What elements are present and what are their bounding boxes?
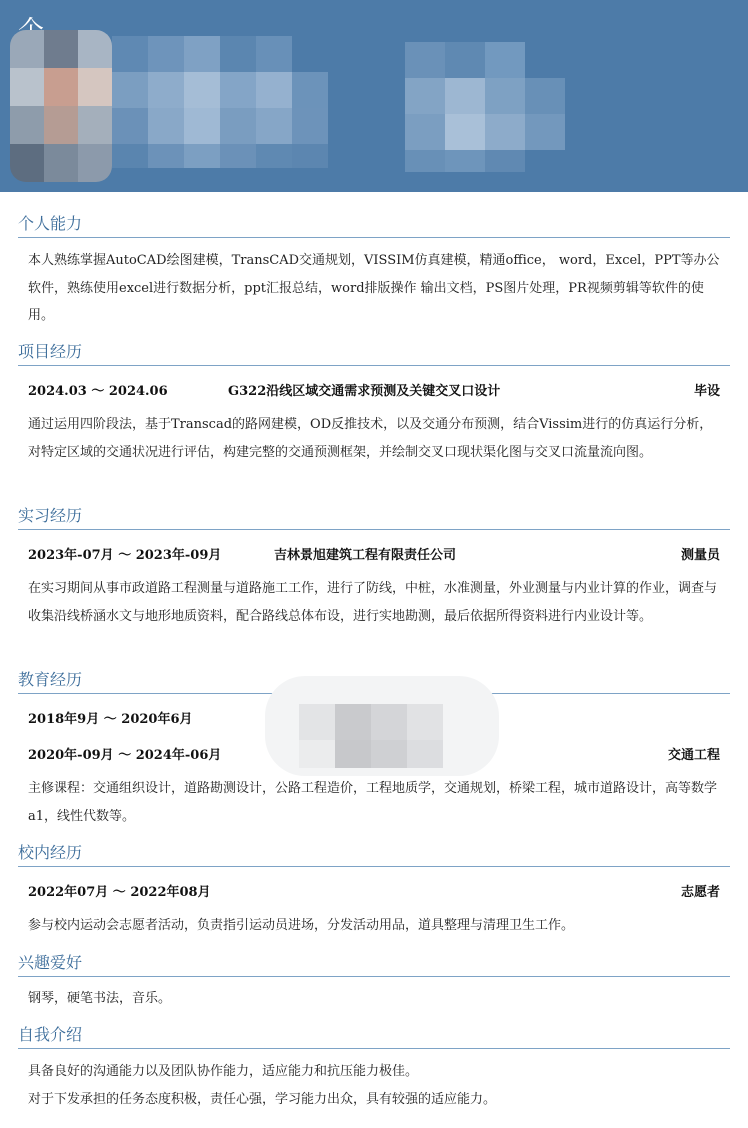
section-title-campus: 校内经历 [18,843,730,867]
internship-row [28,544,720,564]
internship-company: 吉林景旭建筑工程有限责任公司 [274,548,457,563]
internship-date: 2023年-07月 ～ 2023年-09月 [28,548,222,563]
section-title-self: 自我介绍 [18,1025,730,1049]
education-major: 交通工程 [667,748,720,763]
project-text: 通过运用四阶段法，基于Transcad的路网建模，OD反推技术，以及交通分布预测，结合Vissim进行的仿真运行分析，对特定区域的交通状况进行评估，构建完整的交通预测框架，并绘制交叉口现状渠化图与交叉口流量流向图。 [28,417,713,460]
project-date: 2024.03 ～ 2024.06 [28,384,168,399]
campus-row [28,881,720,901]
campus-date: 2022年07月 ～ 2022年08月 [28,885,211,900]
campus-text: 参与校内运动会志愿者活动，负责指引运动员进场，分发活动用品，道具整理与清理卫生工作。 [28,918,575,933]
hobby-text: 钢琴，硬笔书法，音乐。 [28,991,172,1006]
self-line-2: 对于下发承担的任务态度积极，责任心强，学习能力出众，具有较强的适应能力。 [28,1092,497,1107]
internship-role: 测量员 [680,548,720,563]
education-date-1: 2018年9月 ～ 2020年6月 [28,712,193,727]
section-title-project: 项目经历 [18,342,730,366]
ability-text: 本人熟练掌握AutoCAD绘图建模，TransCAD交通规划，VISSIM仿真建模，精通office， word，Excel，PPT等办公软件，熟练使用excel进行数据分析，ppt汇报总结，word排版操作 输出文档，PS图片处理，PR视频剪辑等软件的使用。 [28,253,720,323]
section-title-internship: 实习经历 [18,506,730,530]
project-row [28,380,720,400]
section-title-ability: 个人能力 [18,214,730,238]
project-name: G322沿线区域交通需求预测及关键交叉口设计 [228,384,501,399]
project-role: 毕设 [693,384,720,399]
internship-text: 在实习期间从事市政道路工程测量与道路施工工作，进行了防线，中桩，水准测量，外业测量与内业计算的作业，调查与收集沿线桥涵水文与地形地质资料，配合路线总体布设，进行实地勘测，最后依据所得资料进行内业设计等。 [28,581,718,624]
education-date-2: 2020年-09月 ～ 2024年-06月 [28,748,222,763]
pixelated-school-name [265,676,499,776]
section-title-hobby: 兴趣爱好 [18,953,730,977]
education-text: 主修课程：交通组织设计，道路勘测设计，公路工程造价，工程地质学，交通规划，桥梁工程，城市道路设计，高等数学a1，线性代数等。 [28,781,718,824]
avatar-photo [10,30,112,182]
self-line-1: 具备良好的沟通能力以及团队协作能力，适应能力和抗压能力极佳。 [28,1064,419,1079]
section-title-education: 教育经历 [18,670,730,694]
campus-role: 志愿者 [680,885,720,900]
resume-header [0,0,748,192]
